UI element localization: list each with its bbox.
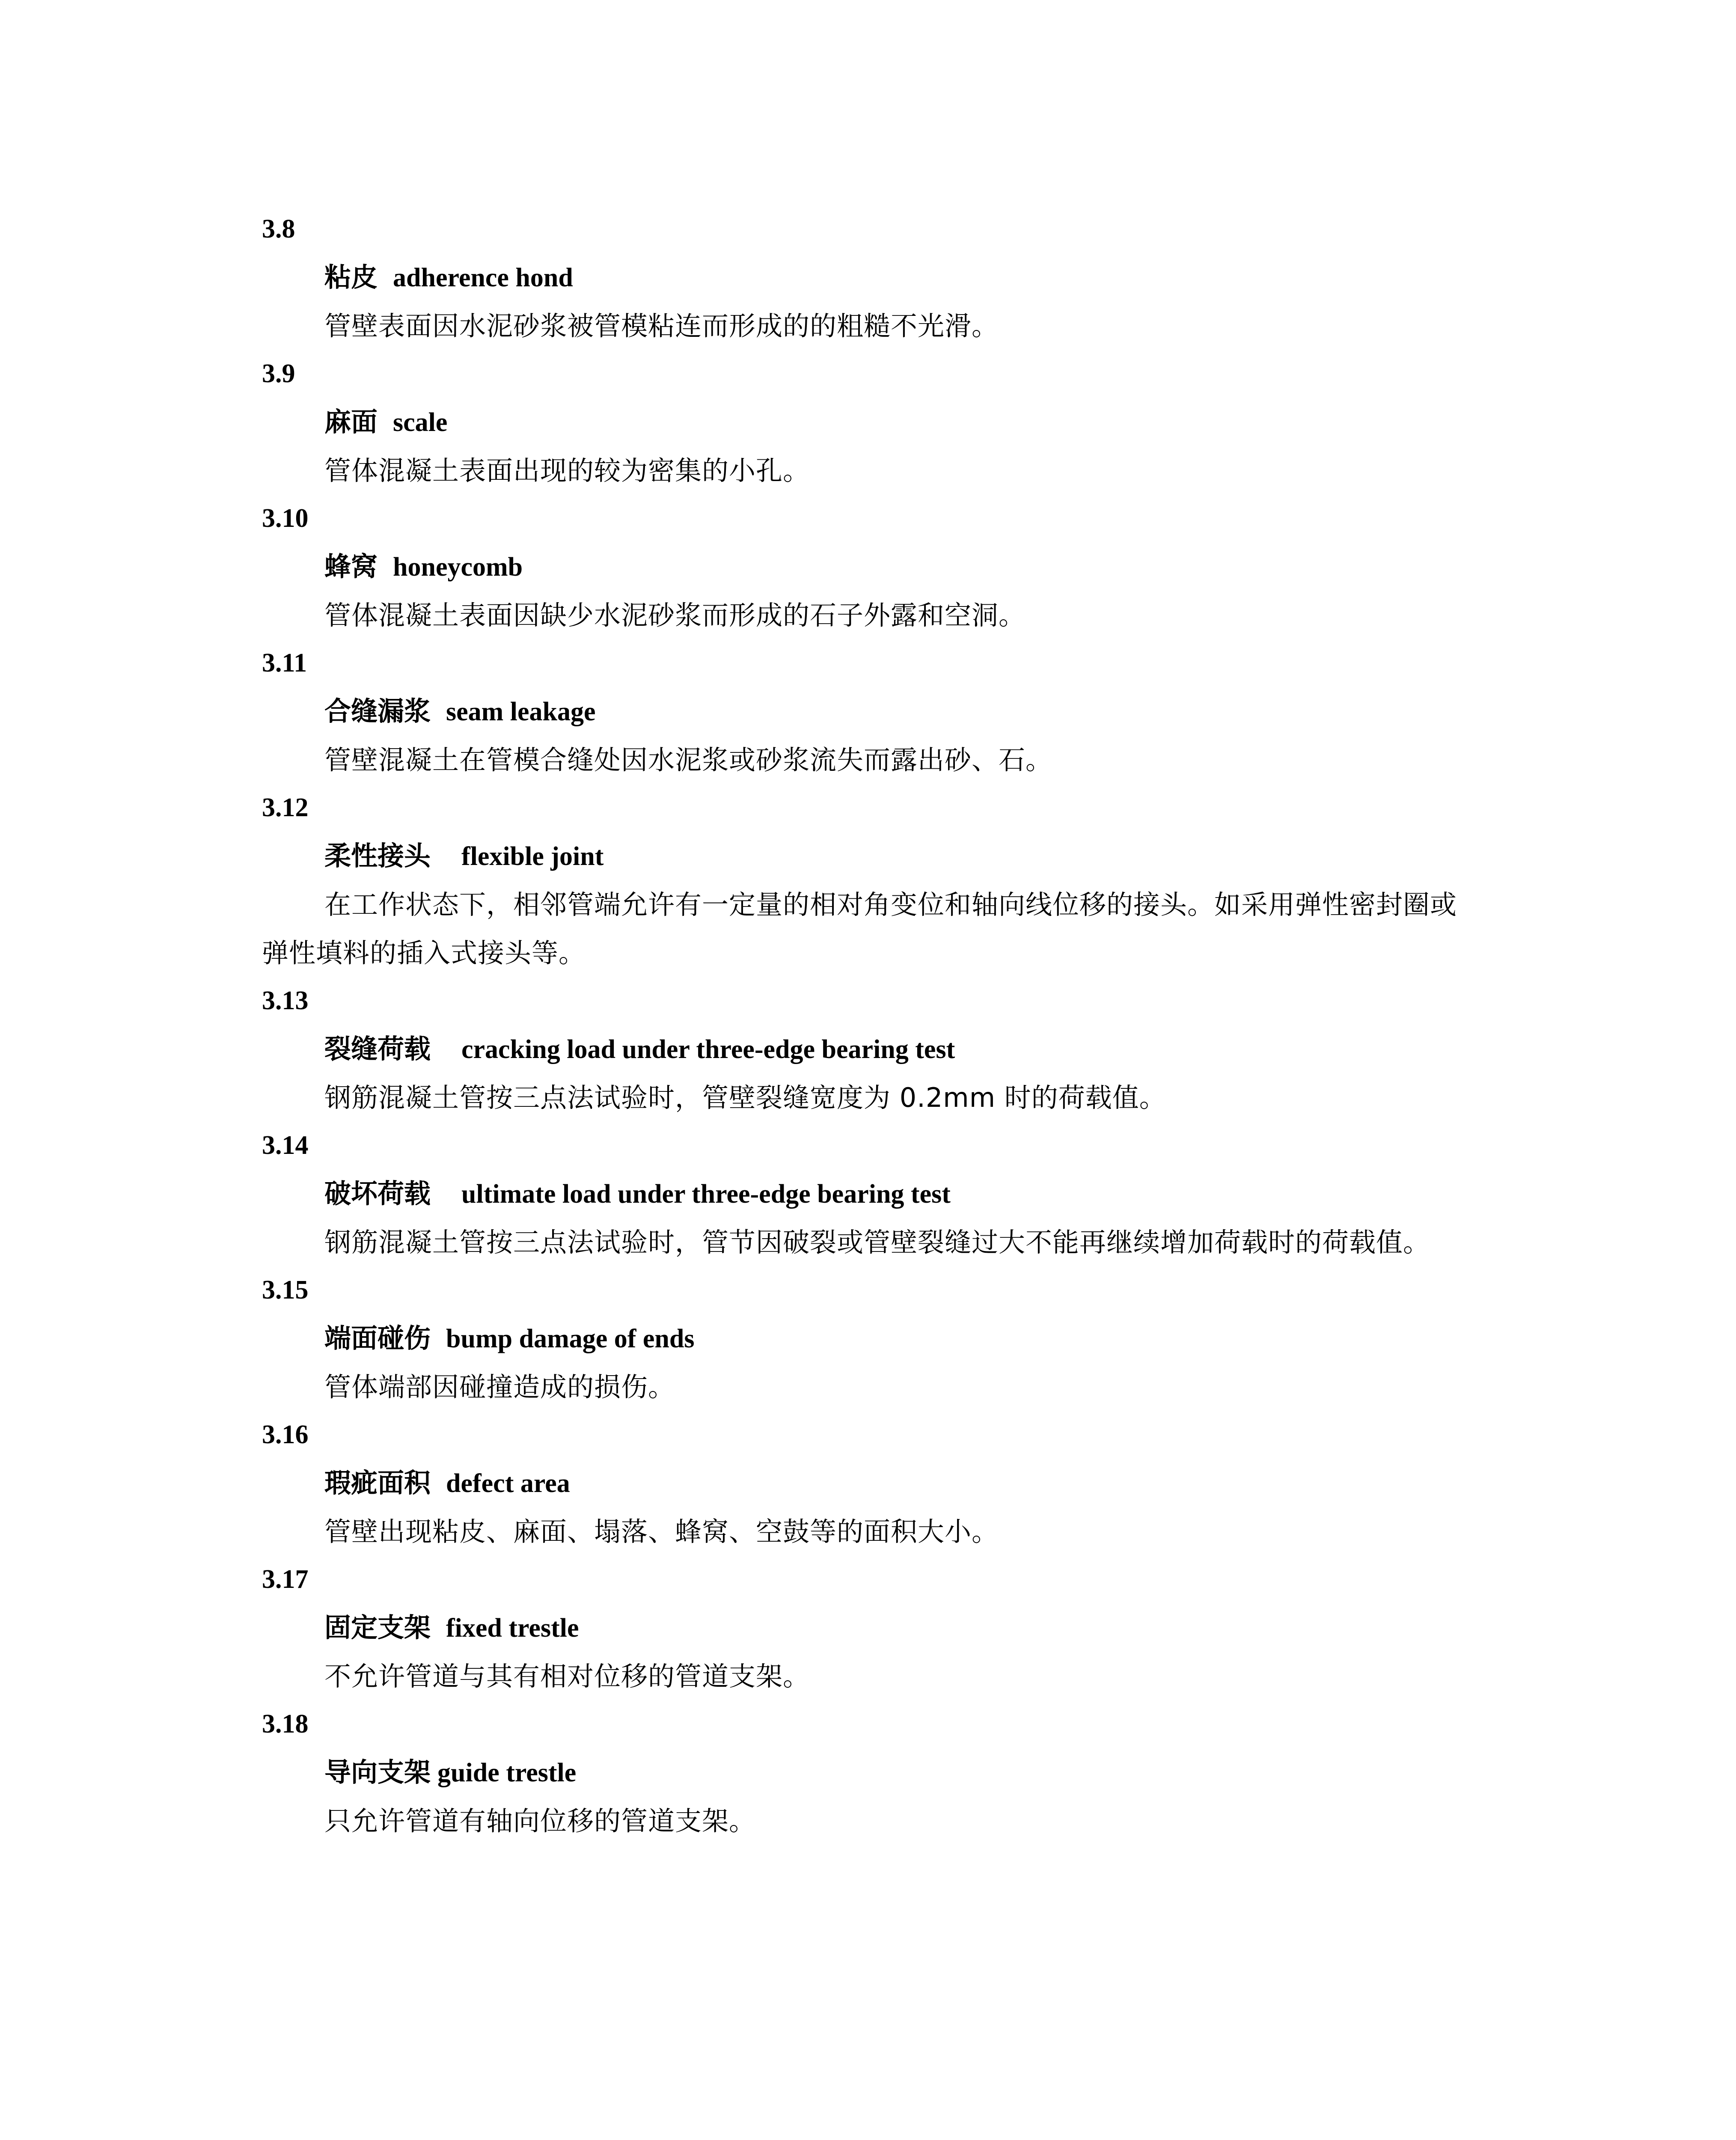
term-title [262,542,1473,591]
term-title-cn: 柔性接头 [324,840,431,871]
term-title [262,687,1473,736]
term-title-en: bump damage of ends [446,1324,695,1353]
term-number: 3.15 [262,1275,309,1305]
term-definition: 管体混凝土表面因缺少水泥砂浆而形成的石子外露和空洞。 [324,600,1026,631]
term-title-cn: 固定支架 [324,1612,431,1643]
term-definition: 在工作状态下，相邻管端允许有一定量的相对角变位和轴向线位移的接头。如采用弹性密封圈或弹性填料的插入式接头等。 [262,889,1457,969]
term-entry [262,495,1473,639]
term-definition: 管壁出现粘皮、麻面、塌落、蜂窝、空鼓等的面积大小。 [324,1516,999,1547]
term-title-cn: 麻面 [324,406,378,437]
term-title-en: seam leakage [446,697,596,726]
terms-section [262,205,1473,1845]
term-title-cn: 合缝漏浆 [324,696,431,727]
term-title-cn: 瑕疵面积 [324,1467,431,1498]
term-definition: 管体端部因碰撞造成的损伤。 [324,1371,675,1403]
term-entry [262,1411,1473,1556]
term-title [262,1603,1473,1652]
term-title-en: scale [393,408,448,437]
term-number: 3.18 [262,1709,309,1739]
term-definition: 管壁混凝土在管模合缝处因水泥浆或砂浆流失而露出砂、石。 [324,744,1053,776]
term-definition: 管壁表面因水泥砂浆被管模粘连而形成的的粗糙不光滑。 [324,310,999,342]
term-entry [262,1556,1473,1700]
term-number: 3.8 [262,214,295,244]
term-definition: 钢筋混凝土管按三点法试验时，管节因破裂或管壁裂缝过大不能再继续增加荷载时的荷载值。 [324,1227,1430,1258]
term-title [262,1314,1473,1363]
term-entry [262,639,1473,784]
term-title-en: honeycomb [393,553,523,582]
term-number: 3.10 [262,504,309,533]
term-title-en: adherence hond [393,263,573,292]
term-number: 3.11 [262,648,307,678]
term-title-cn: 粘皮 [324,262,378,293]
term-title [262,1458,1473,1507]
term-entry [262,205,1473,350]
term-title [262,1024,1473,1073]
term-title-cn: 破坏荷载 [324,1178,431,1209]
term-title-en: ultimate load under three-edge bearing test [461,1180,951,1209]
term-title-en: guide trestle [437,1758,577,1787]
term-title-en: cracking load under three-edge bearing test [461,1035,955,1064]
term-title-cn: 端面碰伤 [324,1323,431,1354]
term-number: 3.9 [262,359,295,388]
term-number: 3.12 [262,793,309,822]
term-entry [262,1266,1473,1411]
term-title [262,1748,1473,1797]
term-title-cn: 导向支架 [324,1757,431,1788]
term-title [262,831,1473,880]
term-number: 3.17 [262,1565,309,1594]
term-title-cn: 裂缝荷载 [324,1033,431,1064]
term-definition: 钢筋混凝土管按三点法试验时，管壁裂缝宽度为 0.2mm 时的荷载值。 [324,1082,1166,1113]
term-number: 3.14 [262,1131,309,1160]
term-title [262,253,1473,302]
term-number: 3.13 [262,986,309,1015]
term-title-en: flexible joint [461,842,604,871]
term-number: 3.16 [262,1420,309,1449]
term-entry [262,977,1473,1122]
term-entry [262,784,1473,977]
term-title-en: defect area [446,1469,570,1498]
term-definition: 管体混凝土表面出现的较为密集的小孔。 [324,455,810,486]
term-entry [262,1700,1473,1845]
term-entry [262,1122,1473,1266]
term-title-cn: 蜂窝 [324,551,378,582]
term-entry [262,350,1473,495]
term-definition: 不允许管道与其有相对位移的管道支架。 [324,1661,810,1692]
term-title [262,397,1473,446]
term-title-en: fixed trestle [446,1614,579,1643]
term-title [262,1169,1473,1218]
term-definition: 只允许管道有轴向位移的管道支架。 [324,1805,756,1837]
